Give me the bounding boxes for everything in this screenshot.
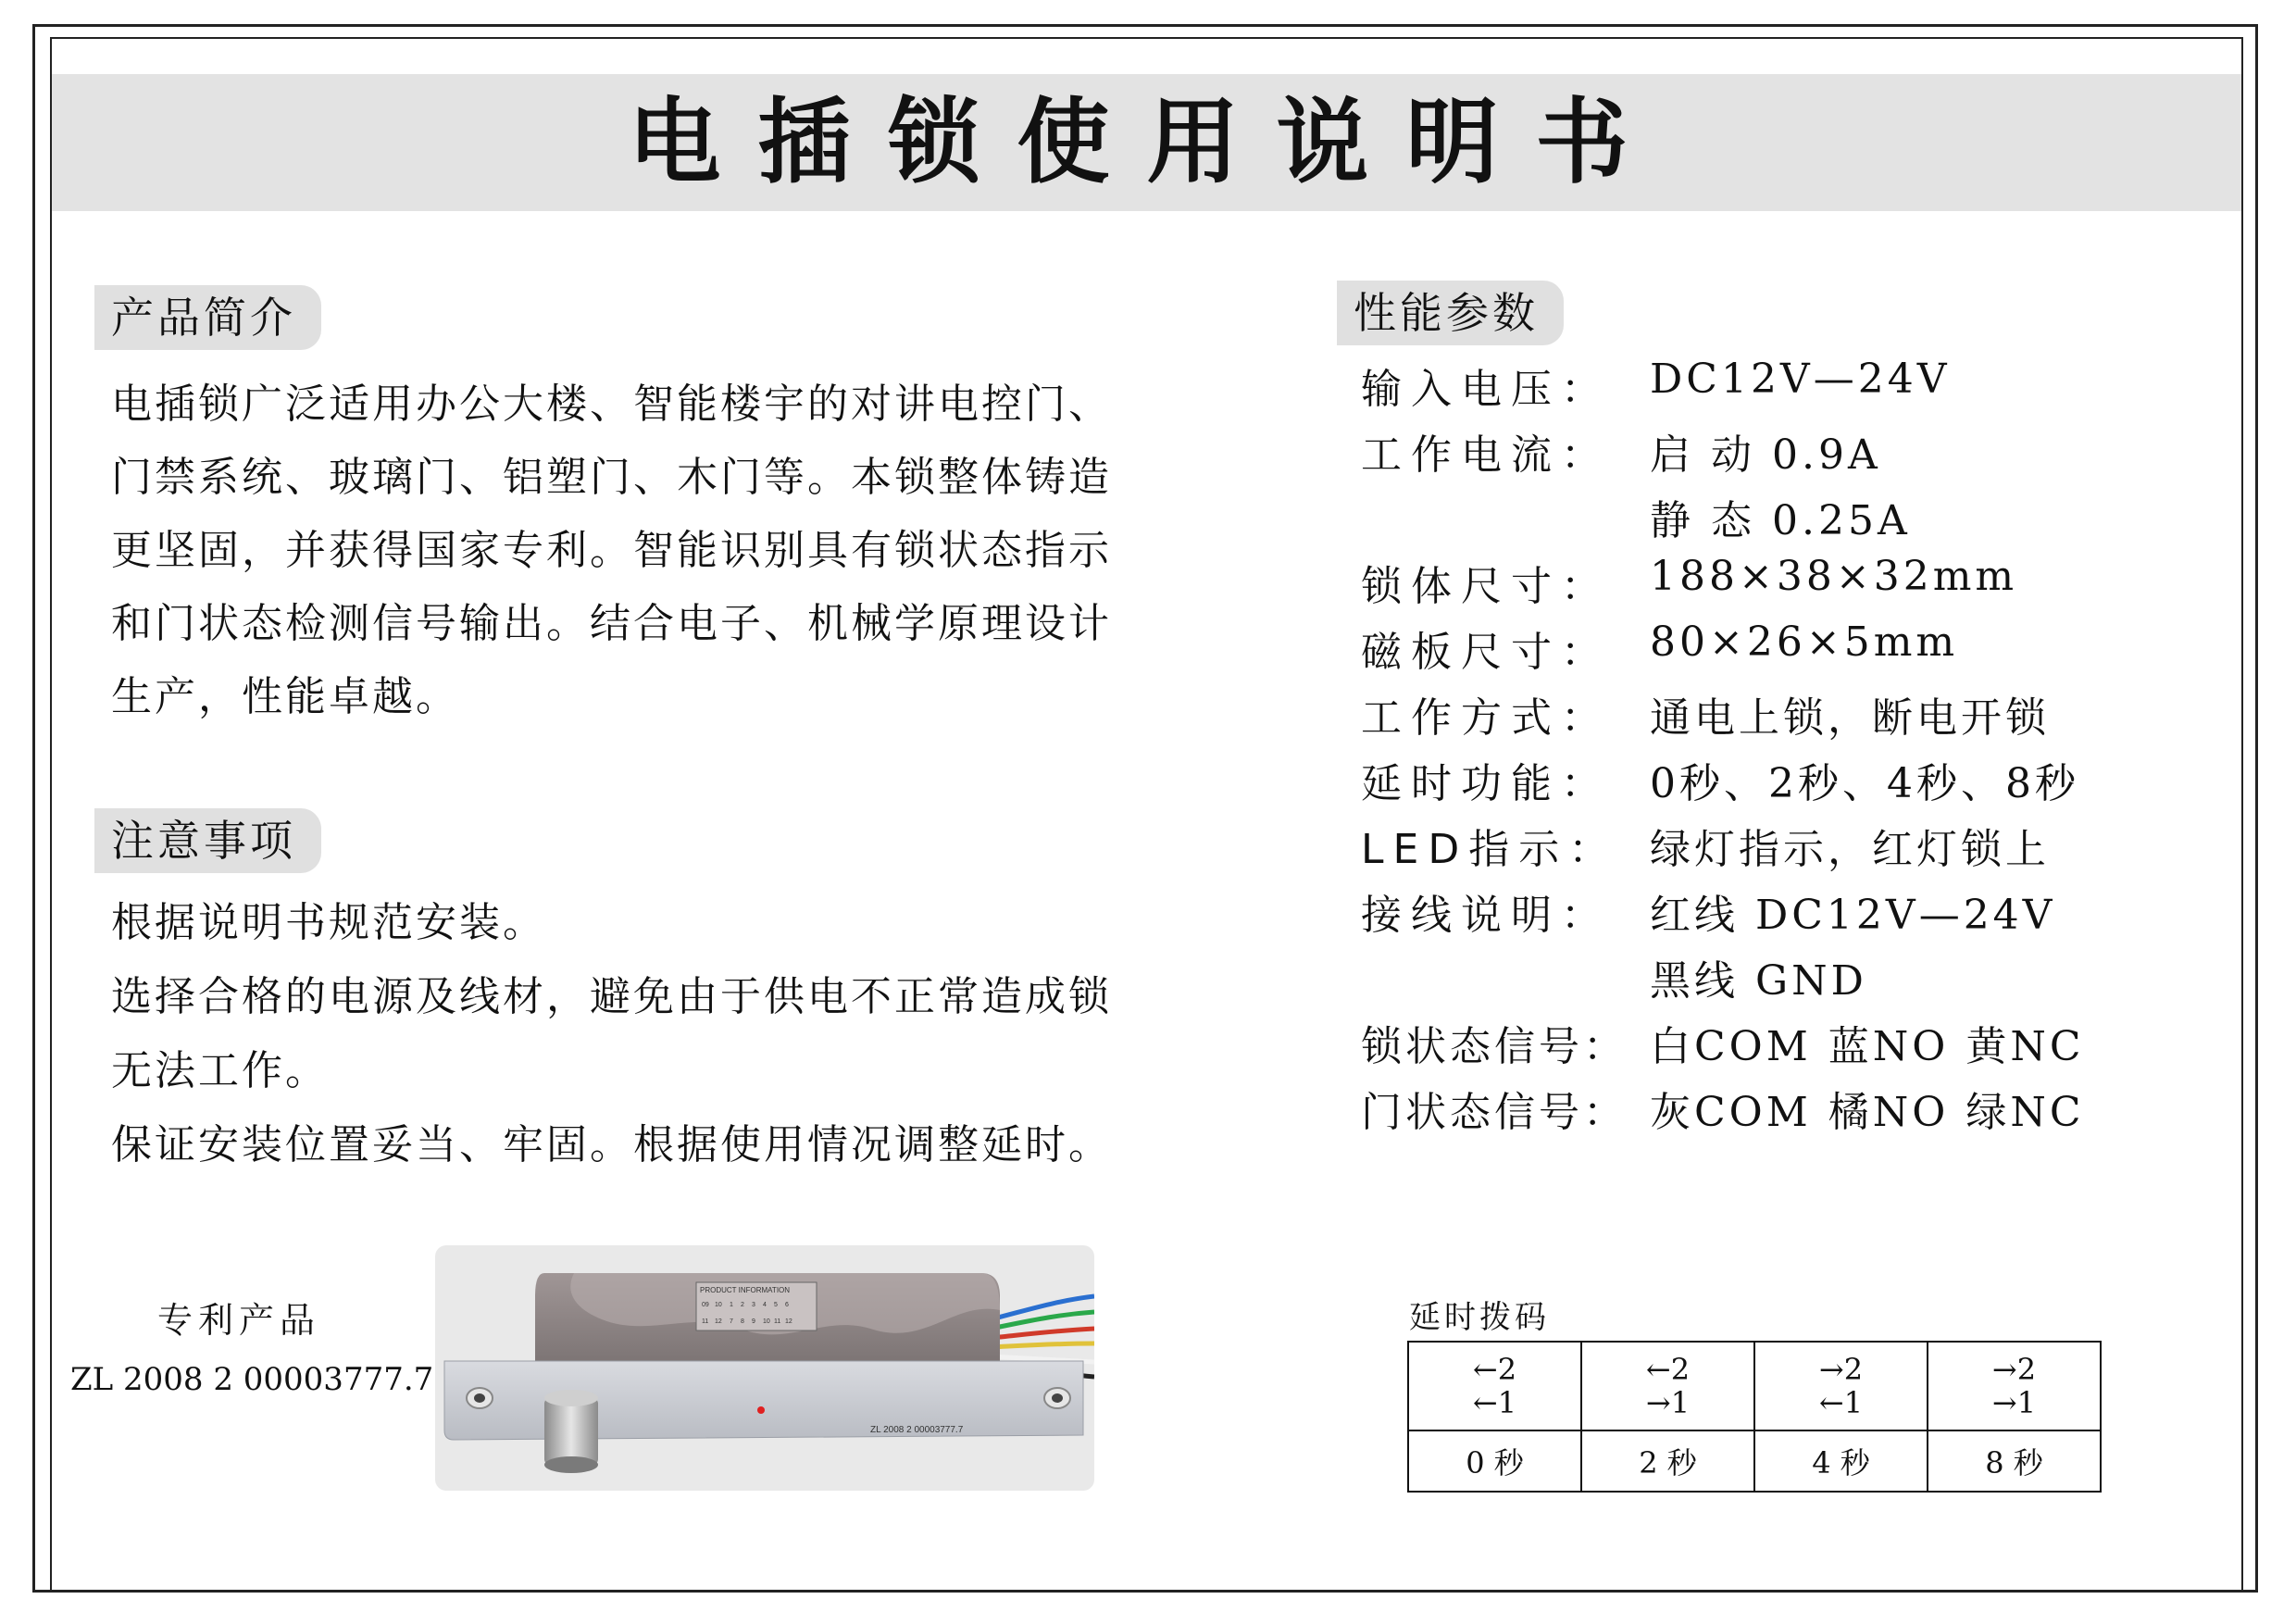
spec-value: 黑线 GND xyxy=(1650,957,1867,1005)
photo-label-cell: 11 xyxy=(774,1318,781,1325)
spec-label: 工作方式： xyxy=(1361,694,1611,742)
dip-delay: 2 秒 xyxy=(1581,1430,1754,1492)
spec-label: 磁板尺寸： xyxy=(1361,629,1611,676)
spec-value: 红线 DC12V—24V xyxy=(1650,892,2056,939)
photo-label-cell: 9 xyxy=(752,1318,755,1325)
title-band xyxy=(52,74,2241,211)
spec-value: 188×38×32mm xyxy=(1650,553,2018,600)
photo-label-title: PRODUCT INFORMATION xyxy=(700,1286,791,1294)
notes-line: 无法工作。 xyxy=(111,1047,329,1094)
dip-setting xyxy=(1754,1342,1928,1430)
dip-switch2: ←2 xyxy=(1472,1352,1517,1387)
spec-label: 门状态信号： xyxy=(1361,1089,1628,1136)
patent-label: 专利产品 xyxy=(157,1300,321,1341)
spec-value: DC12V—24V xyxy=(1650,356,1951,403)
dip-delay: 4 秒 xyxy=(1754,1430,1928,1492)
dip-setting xyxy=(1928,1342,2101,1430)
spec-value: 0秒、2秒、4秒、8秒 xyxy=(1650,760,2079,807)
dip-switch2: →2 xyxy=(1818,1352,1864,1387)
photo-label-cell: 4 xyxy=(763,1302,767,1308)
dip-table xyxy=(1407,1341,2102,1493)
dip-switch2: →2 xyxy=(1991,1352,2037,1387)
photo-label-cell: 7 xyxy=(730,1318,733,1325)
photo-label-cell: 6 xyxy=(785,1302,789,1308)
spec-value: 灰COM 橘NO 绿NC xyxy=(1650,1089,2085,1136)
specs-heading: 性能参数 xyxy=(1337,281,1564,345)
spec-label: LED指示： xyxy=(1361,826,1619,873)
spec-value: 80×26×5mm xyxy=(1650,618,1959,666)
dip-switch2: ←2 xyxy=(1645,1352,1691,1387)
intro-heading: 产品简介 xyxy=(94,285,321,350)
notes-line: 保证安装位置妥当、牢固。根据使用情况调整延时。 xyxy=(111,1121,1112,1168)
photo-label-cell: 12 xyxy=(715,1318,722,1325)
photo-plate-text: ZL 2008 2 00003777.7 xyxy=(870,1425,964,1435)
lock-illustration xyxy=(435,1245,1094,1491)
intro-line: 门禁系统、玻璃门、铝塑门、木门等。本锁整体铸造 xyxy=(111,454,1112,501)
spec-value: 白COM 蓝NO 黄NC xyxy=(1650,1023,2085,1070)
intro-line: 电插锁广泛适用办公大楼、智能楼宇的对讲电控门、 xyxy=(111,381,1112,428)
dip-setting xyxy=(1581,1342,1754,1430)
photo-label-cell: 3 xyxy=(752,1302,755,1308)
spec-label: 锁状态信号： xyxy=(1361,1023,1628,1070)
spec-label: 延时功能： xyxy=(1361,760,1611,807)
dip-switch1: ←1 xyxy=(1818,1385,1864,1420)
spec-label: 接线说明： xyxy=(1361,892,1611,939)
photo-label-cell: 5 xyxy=(774,1302,778,1308)
spec-value: 绿灯指示，红灯锁上 xyxy=(1650,826,2050,873)
spec-label: 工作电流： xyxy=(1361,431,1611,479)
photo-label-cell: 8 xyxy=(741,1318,744,1325)
photo-label-cell: 10 xyxy=(715,1302,722,1308)
dip-switch1: →1 xyxy=(1645,1385,1691,1420)
page-title: 电插锁使用说明书 xyxy=(628,88,1666,196)
photo-label-cell: 1 xyxy=(730,1302,733,1308)
dip-delay: 0 秒 xyxy=(1408,1430,1581,1492)
dip-title: 延时拨码 xyxy=(1409,1299,1550,1336)
intro-line: 和门状态检测信号输出。结合电子、机械学原理设计 xyxy=(111,600,1112,647)
dip-delay: 8 秒 xyxy=(1928,1430,2101,1492)
product-photo xyxy=(435,1245,1094,1491)
spec-value: 启 动 0.9A xyxy=(1650,431,1881,479)
photo-label-cell: 10 xyxy=(763,1318,770,1325)
dip-switch1: →1 xyxy=(1991,1385,2037,1420)
spec-label: 输入电压： xyxy=(1361,366,1611,413)
notes-line: 根据说明书规范安装。 xyxy=(111,899,546,946)
spec-value: 静 态 0.25A xyxy=(1650,497,1911,544)
dip-setting xyxy=(1408,1342,1581,1430)
intro-line: 更坚固，并获得国家专利。智能识别具有锁状态指示 xyxy=(111,527,1112,574)
notes-line: 选择合格的电源及线材，避免由于供电不正常造成锁 xyxy=(111,973,1112,1020)
notes-heading: 注意事项 xyxy=(94,808,321,873)
spec-label: 锁体尺寸： xyxy=(1361,563,1611,610)
photo-label-cell: 12 xyxy=(785,1318,792,1325)
dip-switch1: ←1 xyxy=(1472,1385,1517,1420)
patent-number: ZL 2008 2 00003777.7 xyxy=(70,1361,434,1398)
photo-label-cell: 09 xyxy=(702,1302,709,1308)
intro-line: 生产，性能卓越。 xyxy=(111,673,459,720)
photo-label-cell: 11 xyxy=(702,1318,709,1325)
spec-value: 通电上锁，断电开锁 xyxy=(1650,694,2050,742)
photo-label-cell: 2 xyxy=(741,1302,744,1308)
